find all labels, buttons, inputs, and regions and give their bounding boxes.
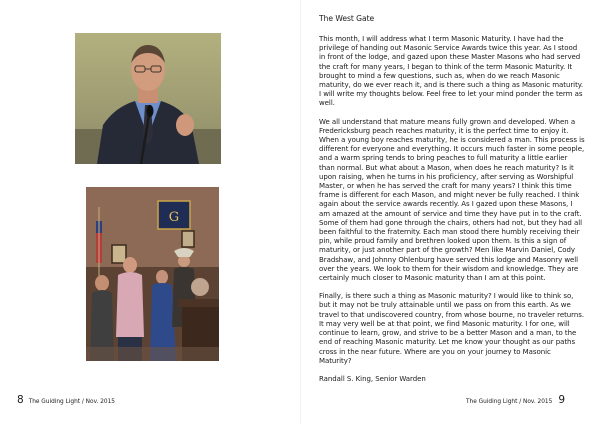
publication-credit-right: The Guiding Light / Nov. 2015 xyxy=(466,399,553,405)
speaker-photo-image xyxy=(75,33,221,164)
article-paragraph-1: This month, I will address what I term Masonic Maturity. I have had the privilege of handing out Masonic Service Awards twice this year. As I stood in front of the lodge, and gazed upon these Master Masons who had served the craft for many years, I began to think of the term Masonic Maturity. It brought to mind a few questions, such as, when do we reach Masonic maturity, do we ever reach it, and is there such a thing as Masonic maturity. I will write my thoughts below. Feel free to let your mind ponder the term as well. xyxy=(319,35,584,108)
footer-right xyxy=(466,394,565,408)
lodge-g-sign-letter: G xyxy=(168,210,180,225)
lodge-photo-image xyxy=(86,187,219,361)
page-number-right: 9 xyxy=(558,394,565,406)
lodge-photo xyxy=(86,187,219,361)
article-paragraph-2: We all understand that mature means fully grown and developed. When a Fredericksburg peach reaches maturity, it is the perfect time to enjoy it. When a young boy reaches maturity, he is considered a man. This process is different for everyone and everything. It occurs much faster in some people, and a warm spring tends to bring peaches to full maturity a little earlier than normal. But what about a Mason, when does he reach maturity? Is it upon raising, when he turns in his proficiency, after serving as Worshipful Master, or when he has served the craft for many years? I think this time frame is different for each Mason, and might never be fully reached. I think again about the service awards recently. As I gazed upon these Masons, I am amazed at the amount of service and time they have put in to the craft. Some of them had gone through the chairs, others had not, but they had all been faithful to the fraternity. Each man stood there humbly receiving their pin, while proud family and brethren looked upon them. Is this a sign of maturity, or just another part of the growth? Men like Marvin Daniel, Cody Bradshaw, and Johnny Ohlenburg have served this lodge and Masonry well over the years. We look to them for their wisdom and knowledge. They are certainly much closer to Masonic maturity than I am at this point. xyxy=(319,117,585,283)
speaker-photo xyxy=(75,33,221,164)
page-gutter xyxy=(300,0,301,424)
article-paragraph-3: Finally, is there such a thing as Masonic maturity? I would like to think so, but it may not be truly attainable until we pass on from this earth. As we travel to that undiscovered country, from whose bourne, no traveler returns. It may very well be at that point, we find Masonic maturity. I for one, will continue to learn, grow, and strive to be a better Mason and a man, to the end of reaching Masonic maturity. Let me know your thought as our paths cross in the near future. Where are you on your journey to Masonic Maturity? xyxy=(319,292,585,365)
article-signature: Randall S. King, Senior Warden xyxy=(319,374,426,383)
article-title: The West Gate xyxy=(319,14,375,23)
article-west-gate xyxy=(319,14,585,393)
page-number-left: 8 xyxy=(17,394,24,406)
footer-left xyxy=(17,394,115,408)
publication-credit-left: The Guiding Light / Nov. 2015 xyxy=(28,399,115,405)
